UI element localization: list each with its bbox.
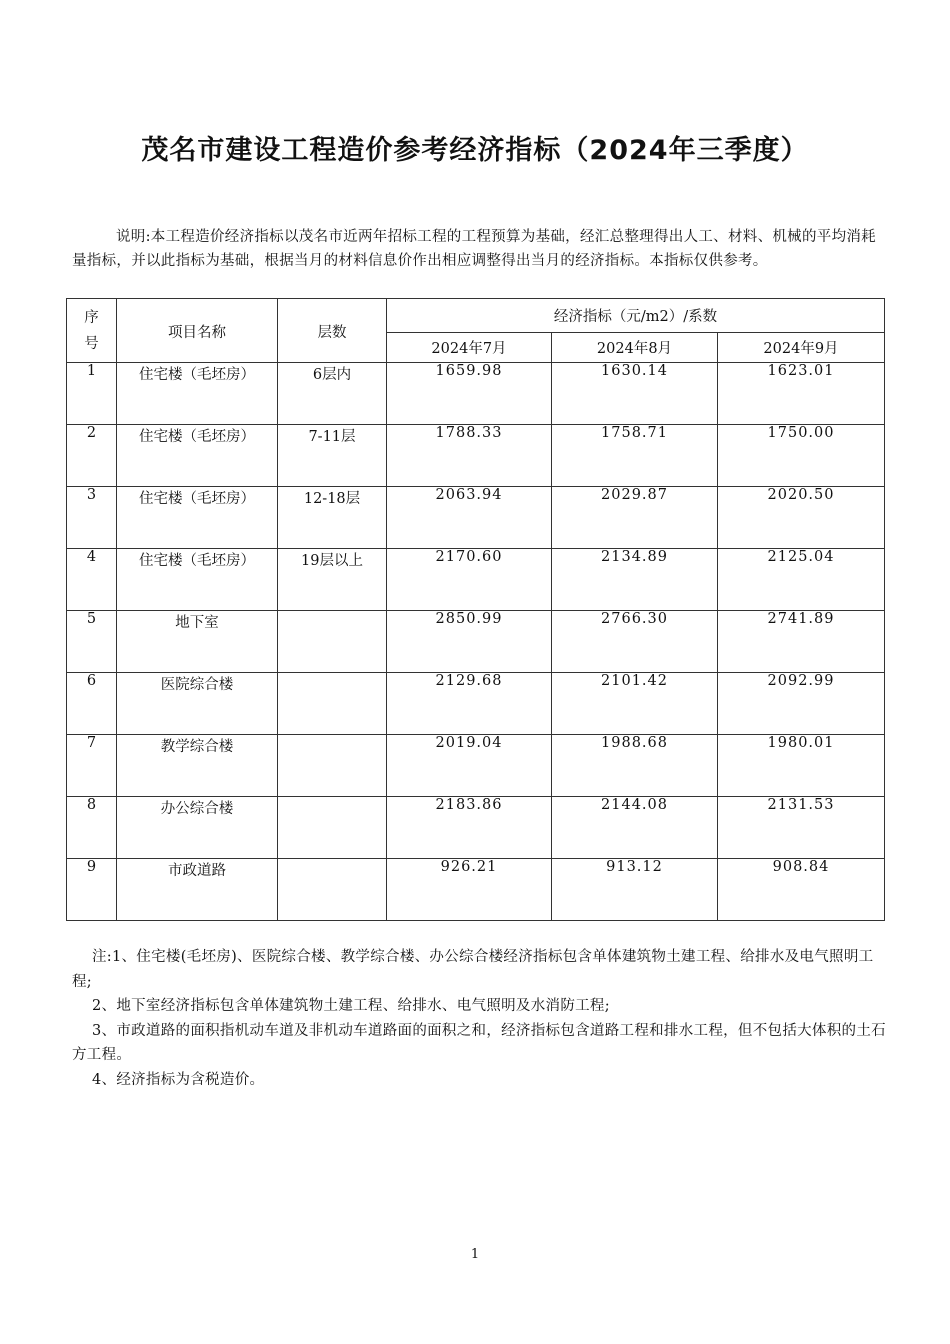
row-value-jul: 2063.94: [387, 487, 552, 549]
row-value-jul: 2129.68: [387, 673, 552, 735]
row-name: 住宅楼（毛坯房）: [117, 425, 278, 487]
page-number: 1: [470, 1247, 480, 1262]
row-value-sep: 2092.99: [718, 673, 885, 735]
table-row: [67, 797, 885, 859]
table-row: [67, 487, 885, 549]
row-name: 医院综合楼: [117, 673, 278, 735]
row-floors: [278, 859, 387, 921]
table-header-row: [67, 299, 885, 333]
row-value-sep: 1750.00: [718, 425, 885, 487]
header-month: 2024年7月: [387, 333, 552, 363]
row-seq: 2: [67, 425, 117, 487]
header-name: 项目名称: [117, 299, 278, 363]
row-value-aug: 2766.30: [552, 611, 718, 673]
row-value-sep: 2131.53: [718, 797, 885, 859]
row-value-sep: 908.84: [718, 859, 885, 921]
row-floors: 12-18层: [278, 487, 387, 549]
note-item: 注:1、住宅楼(毛坯房)、医院综合楼、教学综合楼、办公综合楼经济指标包含单体建筑物土建工程、给排水及电气照明工程;: [72, 949, 874, 990]
row-value-aug: 1630.14: [552, 363, 718, 425]
row-name: 办公综合楼: [117, 797, 278, 859]
note-item: 4、经济指标为含税造价。: [92, 1071, 265, 1088]
page-title: 茂名市建设工程造价参考经济指标（2024年三季度）: [141, 135, 809, 166]
notes-section: [72, 945, 890, 1092]
row-seq: 1: [67, 363, 117, 425]
row-value-aug: 913.12: [552, 859, 718, 921]
row-value-aug: 2144.08: [552, 797, 718, 859]
row-value-jul: 1788.33: [387, 425, 552, 487]
row-seq: 9: [67, 859, 117, 921]
row-name: 住宅楼（毛坯房）: [117, 487, 278, 549]
row-name: 地下室: [117, 611, 278, 673]
row-value-aug: 2101.42: [552, 673, 718, 735]
row-value-jul: 1659.98: [387, 363, 552, 425]
description-paragraph: 说明:本工程造价经济指标以茂名市近两年招标工程的工程预算为基础，经汇总整理得出人工、材料、机械的平均消耗量指标，并以此指标为基础，根据当月的材料信息价作出相应调整得出当月的经济指标。本指标仅供参考。: [72, 229, 876, 269]
row-seq: 5: [67, 611, 117, 673]
row-floors: 6层内: [278, 363, 387, 425]
row-name: 市政道路: [117, 859, 278, 921]
row-seq: 7: [67, 735, 117, 797]
row-floors: [278, 797, 387, 859]
row-value-jul: 926.21: [387, 859, 552, 921]
row-floors: [278, 735, 387, 797]
row-floors: [278, 611, 387, 673]
row-seq: 8: [67, 797, 117, 859]
row-value-sep: 1623.01: [718, 363, 885, 425]
row-name: 住宅楼（毛坯房）: [117, 363, 278, 425]
row-value-aug: 2029.87: [552, 487, 718, 549]
header-floors: 层数: [278, 299, 387, 363]
table-row: [67, 859, 885, 921]
header-month: 2024年9月: [718, 333, 885, 363]
row-value-jul: 2183.86: [387, 797, 552, 859]
row-floors: [278, 673, 387, 735]
row-name: 住宅楼（毛坯房）: [117, 549, 278, 611]
row-value-jul: 2850.99: [387, 611, 552, 673]
row-value-sep: 1980.01: [718, 735, 885, 797]
row-value-aug: 1758.71: [552, 425, 718, 487]
row-value-jul: 2170.60: [387, 549, 552, 611]
note-item: 3、市政道路的面积指机动车道及非机动车道路面的面积之和，经济指标包含道路工程和排水工程，但不包括大体积的土石方工程。: [72, 1022, 886, 1063]
table-row: [67, 673, 885, 735]
table-row: [67, 611, 885, 673]
row-value-jul: 2019.04: [387, 735, 552, 797]
row-seq: 3: [67, 487, 117, 549]
row-name: 教学综合楼: [117, 735, 278, 797]
table-row: [67, 735, 885, 797]
economic-index-table: [66, 298, 885, 921]
row-seq: 4: [67, 549, 117, 611]
table-row: [67, 425, 885, 487]
table-row: [67, 363, 885, 425]
row-value-aug: 1988.68: [552, 735, 718, 797]
header-seq: 序号: [67, 299, 117, 363]
row-value-sep: 2125.04: [718, 549, 885, 611]
row-floors: 7-11层: [278, 425, 387, 487]
table-row: [67, 549, 885, 611]
row-value-sep: 2741.89: [718, 611, 885, 673]
row-seq: 6: [67, 673, 117, 735]
note-item: 2、地下室经济指标包含单体建筑物土建工程、给排水、电气照明及水消防工程;: [92, 998, 610, 1014]
row-value-sep: 2020.50: [718, 487, 885, 549]
header-index-group: 经济指标（元/m2）/系数: [387, 299, 885, 333]
row-floors: 19层以上: [278, 549, 387, 611]
row-value-aug: 2134.89: [552, 549, 718, 611]
header-month: 2024年8月: [552, 333, 718, 363]
